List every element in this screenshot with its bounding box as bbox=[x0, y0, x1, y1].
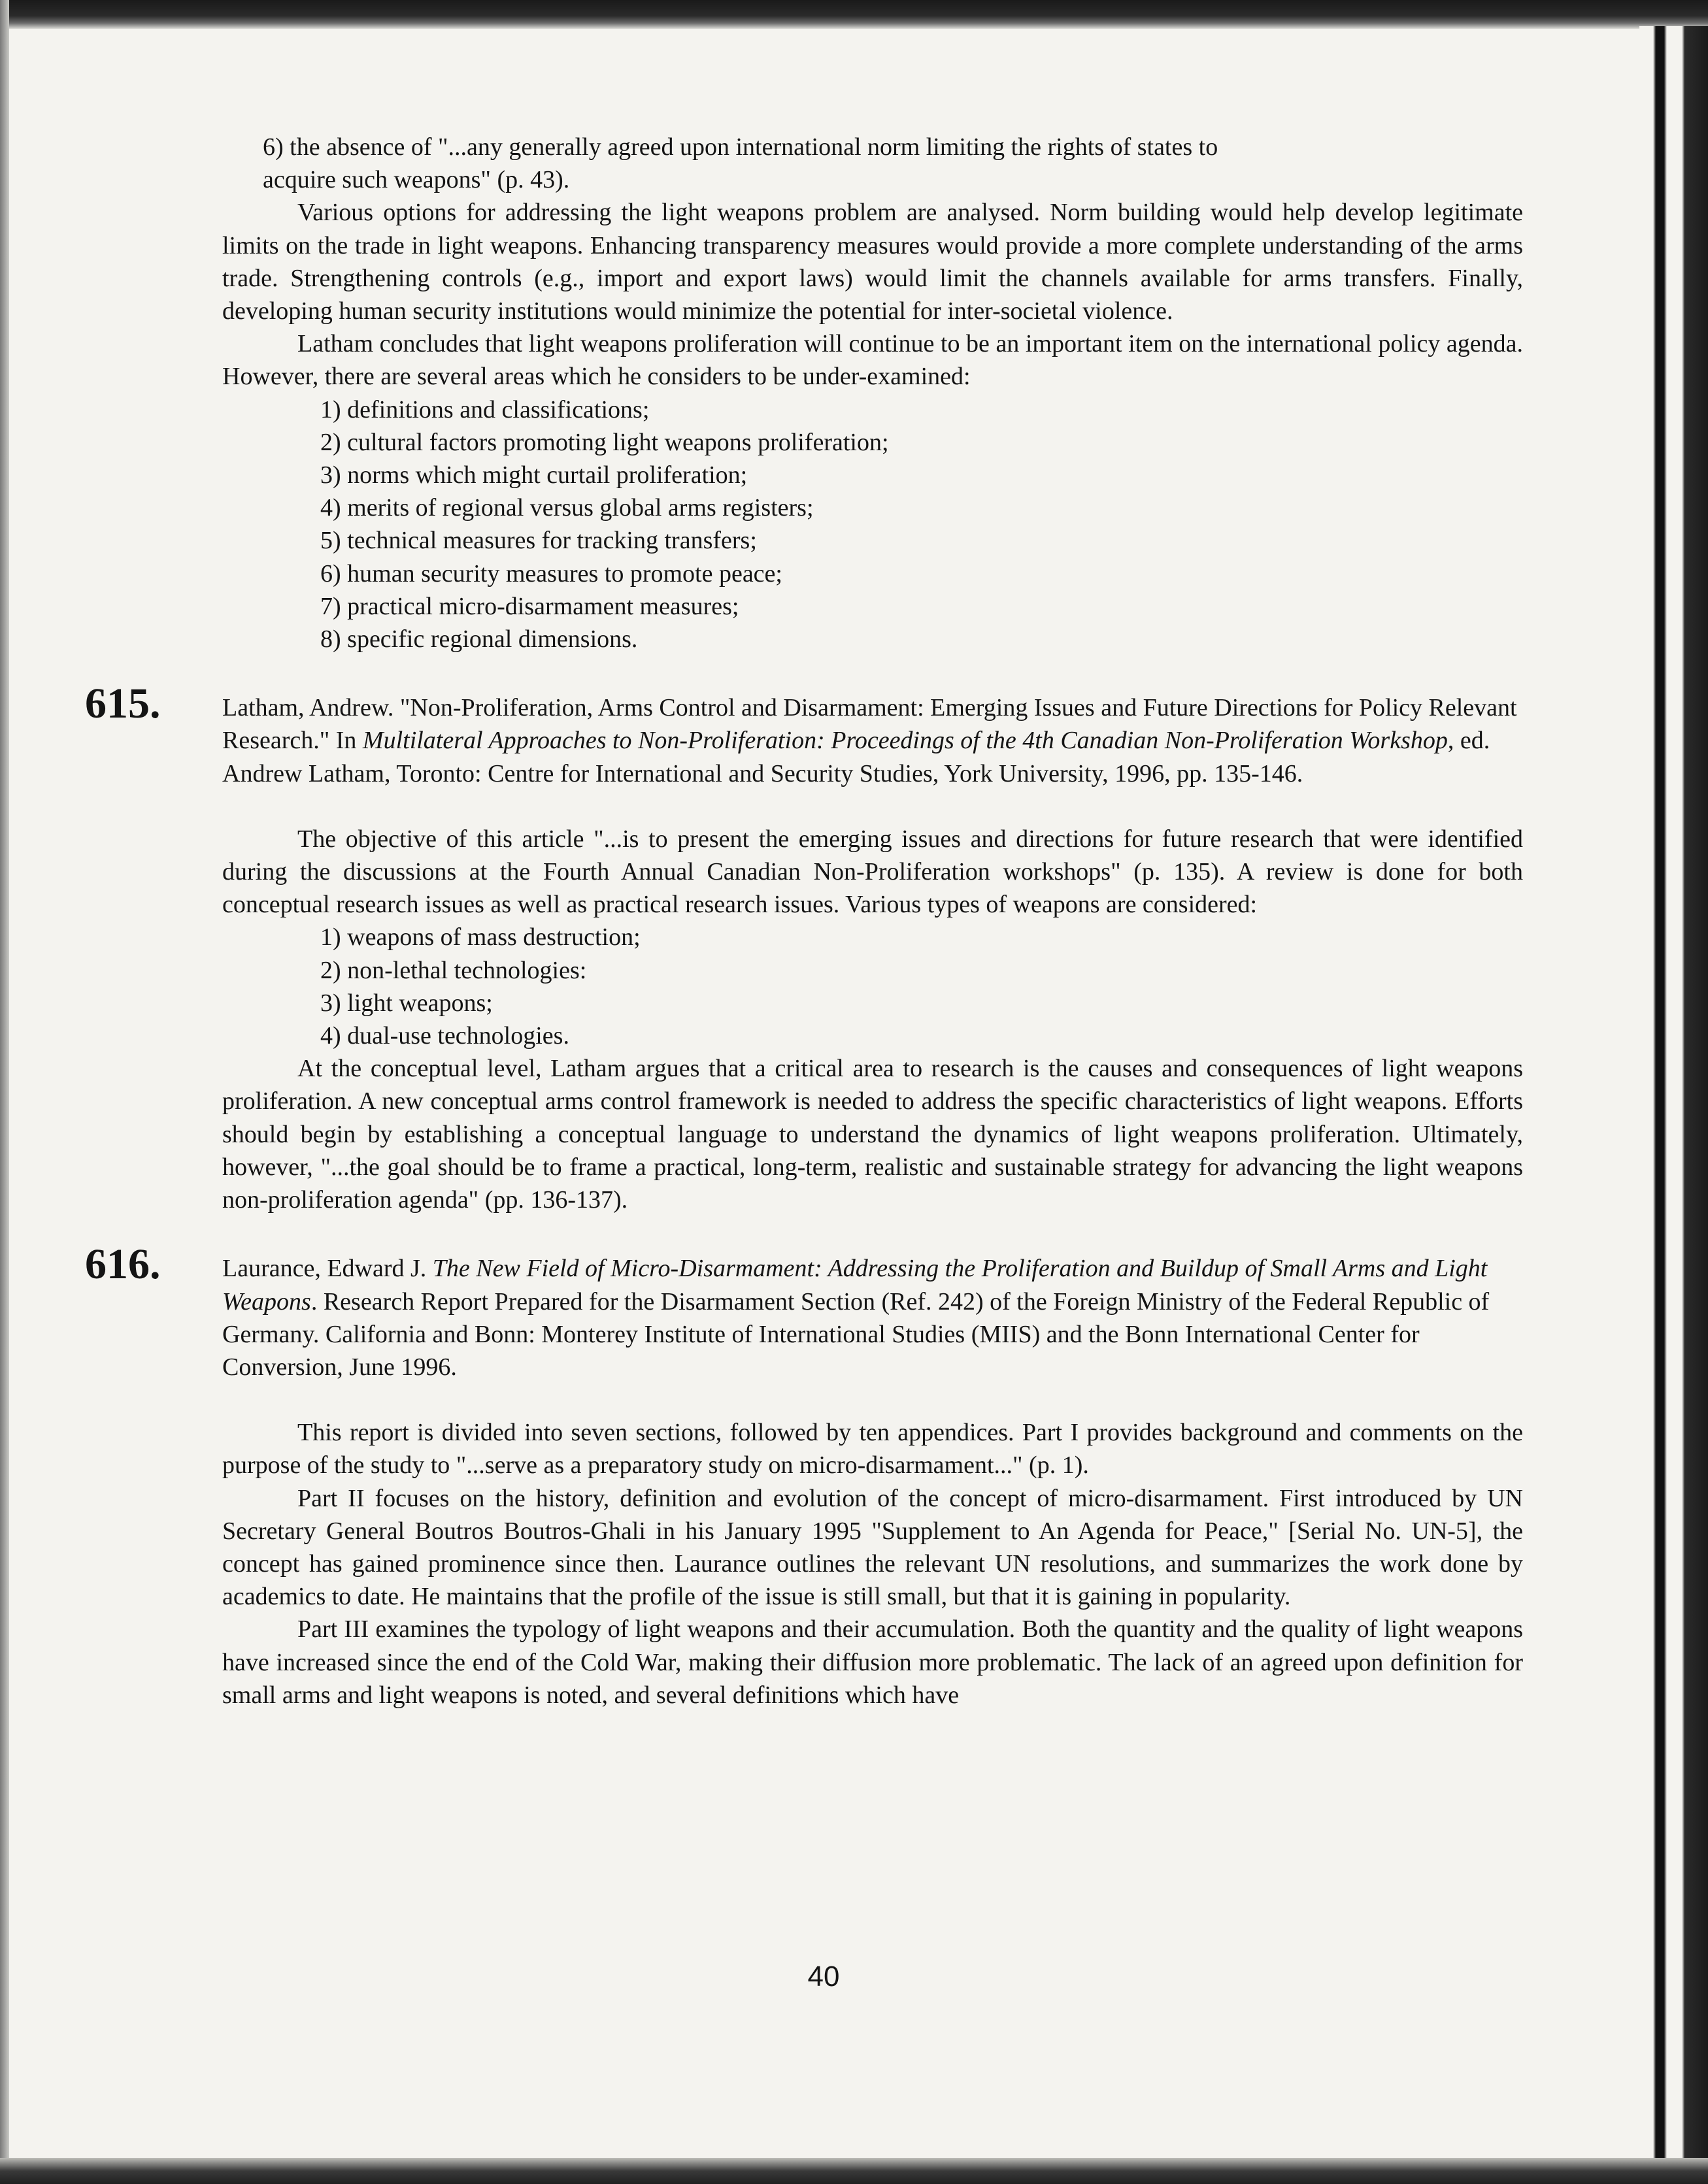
document-page bbox=[85, 131, 1523, 1712]
list-item: 8) specific regional dimensions. bbox=[320, 625, 638, 654]
entry-615 bbox=[85, 680, 1523, 1216]
list-item: 1) weapons of mass destruction; bbox=[320, 923, 641, 951]
citation-details: , ed. Andrew Latham, Toronto: Centre for International and Security Studies, York University, 1996, pp. 135-146. bbox=[222, 727, 1490, 787]
list-item: 1) definitions and classifications; bbox=[320, 395, 650, 423]
intro-item-6-line2: acquire such weapons" (p. 43). bbox=[263, 166, 570, 194]
list-item: 3) norms which might curtail proliferation; bbox=[320, 461, 748, 489]
under-examined-areas-list bbox=[222, 393, 1523, 656]
part-three-paragraph: Part III examines the typology of light weapons and their accumulation. Both the quantity and the quality of light weapons have increased since the end of the Cold War, making their diffusion more problematic. The lack of an agreed upon definition for small arms and light weapons is noted, and several definitions which have bbox=[222, 1615, 1523, 1709]
list-item: 2) cultural factors promoting light weapons proliferation; bbox=[320, 428, 889, 456]
scan-border-top bbox=[0, 0, 1708, 29]
citation bbox=[222, 691, 1523, 790]
entry-616 bbox=[85, 1240, 1523, 1712]
citation-title: The New Field of Micro-Disarmament: Addressing the Proliferation and Buildup of Small Arms and Light Weapons bbox=[222, 1255, 1488, 1315]
conceptual-paragraph: At the conceptual level, Latham argues that a critical area to research is the causes and consequences of light weapons proliferation. A new conceptual arms control framework is needed to address the specific characteristics of light weapons. Efforts should begin by establishing a conceptual language to understand the dynamics of light weapons proliferation. Ultimately, however, "...the goal should be to frame a practical, long-term, realistic and sustainable strategy for advancing the light weapons non-proliferation agenda" (pp. 136-137). bbox=[222, 1055, 1523, 1214]
citation-details: . Research Report Prepared for the Disarmament Section (Ref. 242) of the Foreign Ministry of the Federal Republic of Germany. California and Bonn: Monterey Institute of International Studies (MIIS) and the Bonn International Center for Conversion, June 1996. bbox=[222, 1287, 1490, 1381]
scan-border-left bbox=[0, 0, 9, 2184]
list-item: 7) practical micro-disarmament measures; bbox=[320, 592, 739, 620]
list-item: 4) merits of regional versus global arms registers; bbox=[320, 494, 814, 522]
intro-item-6-line1: 6) the absence of "...any generally agreed upon international norm limiting the rights of states to bbox=[263, 133, 1218, 161]
weapons-types-list bbox=[222, 921, 1523, 1052]
citation-title: Multilateral Approaches to Non-Proliferation: Proceedings of the 4th Canadian Non-Proliferation Workshop bbox=[362, 727, 1448, 755]
entry-number: 616. bbox=[85, 1240, 161, 1289]
entry-number: 615. bbox=[85, 680, 161, 728]
list-item: 3) light weapons; bbox=[320, 989, 493, 1017]
conclusion-paragraph: Latham concludes that light weapons proliferation will continue to be an important item on the international policy agenda. However, there are several areas which he considers to be under-examined: bbox=[222, 330, 1523, 391]
list-item: 6) human security measures to promote peace; bbox=[320, 559, 782, 587]
scan-border-bottom bbox=[0, 2158, 1708, 2184]
sections-paragraph: This report is divided into seven sections, followed by ten appendices. Part I provides background and comments on the purpose of the study to "...serve as a preparatory study on micro-disarmament..." (p. 1). bbox=[222, 1419, 1523, 1480]
citation bbox=[222, 1252, 1523, 1383]
options-paragraph: Various options for addressing the light weapons problem are analysed. Norm building would help develop legitimate limits on the trade in light weapons. Enhancing transparency measures would provide a more complete understanding of the arms trade. Strengthening controls (e.g., import and export laws) would limit the channels available for arms transfers. Finally, developing human security institutions would minimize the potential for inter-societal violence. bbox=[222, 199, 1523, 325]
part-two-paragraph: Part II focuses on the history, definition and evolution of the concept of micro-disarmament. First introduced by UN Secretary General Boutros Boutros-Ghali in his January 1995 "Supplement to An Agenda for Peace," [Serial No. UN-5], the concept has gained prominence since then. Laurance outlines the relevant UN resolutions, and summarizes the work done by academics to date. He maintains that the profile of the issue is still small, but that it is gaining in popularity. bbox=[222, 1484, 1523, 1611]
page-number: 40 bbox=[807, 1961, 840, 1993]
citation-authors: Laurance, Edward J. bbox=[222, 1255, 433, 1283]
scan-border-right bbox=[1639, 26, 1708, 2158]
intro-item-6 bbox=[263, 131, 1523, 196]
list-item: 4) dual-use technologies. bbox=[320, 1022, 569, 1050]
citation-authors: Latham, Andrew. "Non-Proliferation, Arms Control and Disarmament: Emerging Issues and Future Directions for Policy Relevant Research." In bbox=[222, 694, 1517, 755]
objective-paragraph: The objective of this article "...is to present the emerging issues and directions for future research that were identified during the discussions at the Fourth Annual Canadian Non-Proliferation workshops" (p. 135). A review is done for both conceptual research issues as well as practical research issues. Various types of weapons are considered: bbox=[222, 825, 1523, 919]
list-item: 2) non-lethal technologies: bbox=[320, 956, 587, 984]
list-item: 5) technical measures for tracking transfers; bbox=[320, 527, 757, 555]
